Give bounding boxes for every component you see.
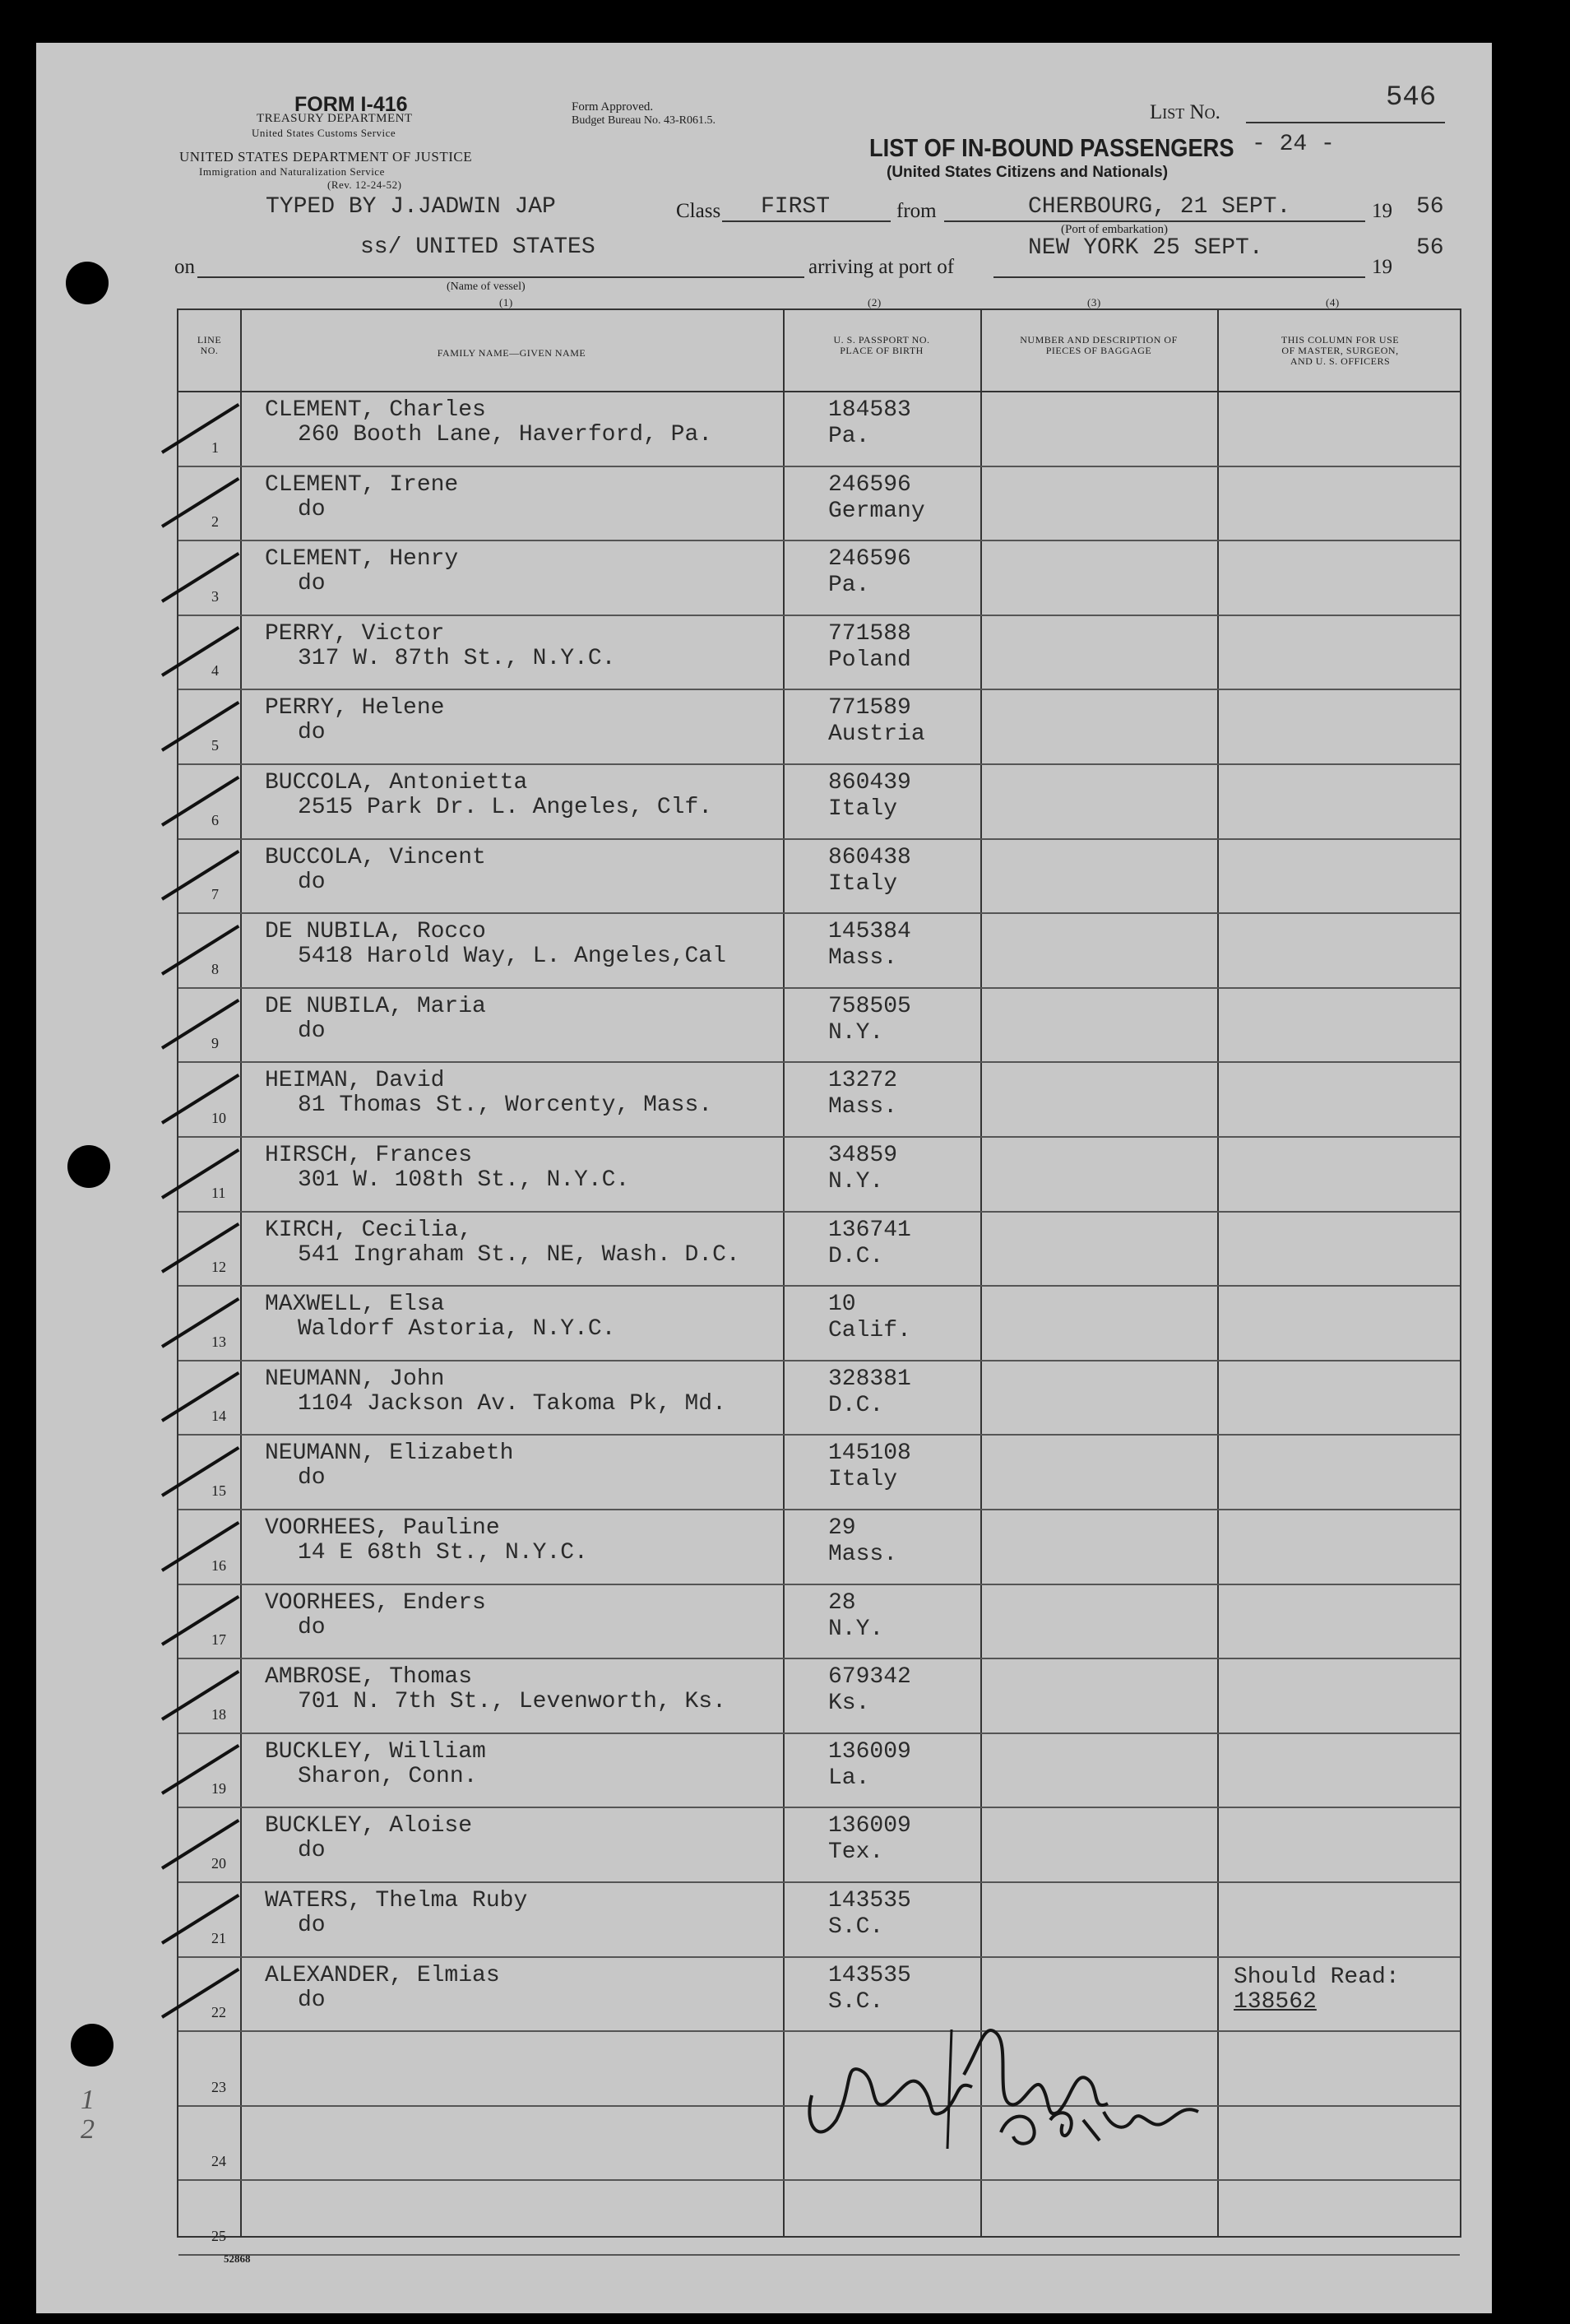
arrive-year-prefix: 19: [1372, 256, 1392, 278]
passport-number: 28: [828, 1589, 856, 1616]
budget-bureau: Budget Bureau No. 43-R061.5.: [572, 114, 716, 127]
passport-number: 679342: [828, 1664, 911, 1691]
table-row: [178, 541, 1460, 616]
punch-hole-bottom: [71, 2024, 113, 2067]
arrive-underline: [993, 276, 1365, 278]
passport-number: 136741: [828, 1217, 911, 1243]
passport-number: 758505: [828, 993, 911, 1019]
passport-number: 136009: [828, 1738, 911, 1765]
line-number: 23: [211, 2078, 226, 2095]
place-of-birth: Pa.: [828, 424, 870, 449]
arrive-year: 56: [1416, 235, 1444, 261]
line-number: 21: [211, 1929, 226, 1946]
passenger-name: VOORHEES, Enders: [265, 1589, 486, 1616]
passenger-address: do: [298, 496, 326, 522]
place-of-birth: Poland: [828, 647, 911, 673]
table-row: [178, 1734, 1460, 1809]
passenger-name: BUCCOLA, Vincent: [265, 844, 486, 870]
passport-number: 143535: [828, 1962, 911, 1988]
line-number: 12: [211, 1259, 226, 1276]
place-of-birth: D.C.: [828, 1392, 884, 1418]
table-row: [178, 1063, 1460, 1138]
place-of-birth: S.C.: [828, 1988, 884, 2015]
arrive-value: NEW YORK 25 SEPT.: [1028, 235, 1263, 261]
from-year: 56: [1416, 194, 1444, 220]
passenger-name: HEIMAN, David: [265, 1068, 445, 1094]
passenger-name: DE NUBILA, Rocco: [265, 919, 486, 945]
passport-number: 860439: [828, 770, 911, 796]
passport-number: 10: [828, 1292, 856, 1318]
line-number: 19: [211, 1780, 226, 1798]
table-row: [178, 1659, 1460, 1734]
table-row: [178, 765, 1460, 840]
passenger-address: 317 W. 87th St., N.Y.C.: [298, 645, 616, 671]
passenger-name: HIRSCH, Frances: [265, 1143, 473, 1168]
line-number: 25: [211, 2227, 226, 2244]
passenger-name: PERRY, Helene: [265, 695, 445, 721]
passenger-name: CLEMENT, Henry: [265, 546, 459, 573]
customs-service: United States Customs Service: [252, 127, 396, 139]
passenger-address: do: [298, 1018, 326, 1044]
typed-by: TYPED BY J.JADWIN JAP: [266, 194, 556, 220]
passenger-name: BUCKLEY, Aloise: [265, 1813, 473, 1839]
correction-note: Should Read:: [1234, 1964, 1400, 1990]
passport-number: 860438: [828, 844, 911, 870]
line-number: 10: [211, 1109, 226, 1126]
passenger-address: do: [298, 1838, 326, 1864]
passenger-address: 5418 Harold Way, L. Angeles,Cal: [298, 944, 726, 970]
list-no-value: 546: [1386, 82, 1437, 114]
passenger-address: 301 W. 108th St., N.Y.C.: [298, 1167, 630, 1193]
passport-number: 184583: [828, 397, 911, 423]
from-year-prefix: 19: [1372, 200, 1392, 222]
header-passport: U. S. PASSPORT NO. PLACE OF BIRTH: [833, 334, 930, 356]
line-number: 16: [211, 1556, 226, 1574]
passenger-name: PERRY, Victor: [265, 620, 445, 647]
passenger-name: CLEMENT, Irene: [265, 471, 459, 498]
passenger-address: Sharon, Conn.: [298, 1763, 478, 1789]
table-row: [178, 690, 1460, 765]
place-of-birth: D.C.: [828, 1243, 884, 1269]
passport-number: 328381: [828, 1366, 911, 1392]
place-of-birth: Italy: [828, 870, 898, 897]
line-number: 6: [211, 811, 219, 828]
table-row: [178, 1883, 1460, 1958]
col2-number: (2): [868, 296, 882, 308]
passenger-name: NEUMANN, John: [265, 1366, 445, 1392]
table-row: [178, 840, 1460, 915]
passport-number: 145384: [828, 919, 911, 945]
place-of-birth: Germany: [828, 498, 925, 524]
passenger-name: WATERS, Thelma Ruby: [265, 1888, 528, 1913]
from-underline: [944, 220, 1365, 222]
passport-number: 246596: [828, 546, 911, 573]
document-title: LIST OF IN-BOUND PASSENGERS: [869, 133, 1234, 162]
passenger-name: NEUMANN, Elizabeth: [265, 1440, 514, 1467]
passport-number: 29: [828, 1515, 856, 1541]
place-of-birth: Italy: [828, 796, 898, 822]
passenger-address: do: [298, 571, 326, 597]
place-of-birth: Calif.: [828, 1318, 911, 1344]
table-row: [178, 1138, 1460, 1213]
punch-hole-top: [66, 262, 109, 304]
place-of-birth: La.: [828, 1765, 870, 1791]
table-row: [178, 616, 1460, 691]
line-number: 22: [211, 2004, 226, 2021]
place-of-birth: Austria: [828, 721, 925, 748]
passenger-address: do: [298, 1465, 326, 1491]
passenger-address: do: [298, 720, 326, 746]
passenger-address: 541 Ingraham St., NE, Wash. D.C.: [298, 1241, 740, 1268]
passenger-address: do: [298, 1614, 326, 1640]
from-label: from: [896, 200, 937, 222]
col1-number: (1): [499, 296, 513, 308]
passenger-name: ALEXANDER, Elmias: [265, 1962, 500, 1988]
place-of-birth: Mass.: [828, 1542, 898, 1567]
ins-service: Immigration and Naturalization Service: [199, 165, 385, 178]
class-underline: [722, 220, 891, 222]
place-of-birth: Mass.: [828, 1094, 898, 1120]
table-row: [178, 1585, 1460, 1660]
passport-number: 771588: [828, 620, 911, 647]
passenger-address: 701 N. 7th St., Levenworth, Ks.: [298, 1689, 726, 1715]
treasury-dept: TREASURY DEPARTMENT: [257, 112, 413, 125]
table-row: [178, 989, 1460, 1064]
table-row: [178, 1510, 1460, 1585]
passenger-address: 2515 Park Dr. L. Angeles, Clf.: [298, 795, 713, 820]
punch-hole-middle: [67, 1145, 110, 1188]
header-name: FAMILY NAME—GIVEN NAME: [437, 347, 586, 359]
passenger-address: 14 E 68th St., N.Y.C.: [298, 1540, 588, 1566]
passport-number: 136009: [828, 1813, 911, 1839]
line-number: 1: [211, 438, 219, 456]
passport-number: 13272: [828, 1068, 898, 1094]
vessel-name: ss/ UNITED STATES: [360, 234, 595, 260]
line-number: 13: [211, 1333, 226, 1350]
place-of-birth: Mass.: [828, 945, 898, 972]
table-row: [178, 467, 1460, 542]
passenger-address: do: [298, 1913, 326, 1938]
passenger-address: do: [298, 869, 326, 895]
place-of-birth: N.Y.: [828, 1169, 884, 1194]
form-number: FORM I-416: [294, 93, 408, 116]
correction-value: 138562: [1234, 1988, 1317, 2015]
line-number: 3: [211, 587, 219, 605]
table-row: [178, 392, 1460, 467]
line-number: 14: [211, 1408, 226, 1425]
line-number: 15: [211, 1482, 226, 1499]
place-of-birth: Tex.: [828, 1839, 884, 1866]
port-embarkation-label: (Port of embarkation): [1061, 223, 1168, 236]
line-number: 18: [211, 1705, 226, 1723]
line-number: 17: [211, 1631, 226, 1649]
header-line-no: LINE NO.: [197, 334, 222, 356]
row-divider: [178, 2254, 1460, 2256]
line-number: 2: [211, 513, 219, 531]
table-row: [178, 1287, 1460, 1361]
arriving-label: arriving at port of: [808, 256, 955, 278]
col3-number: (3): [1087, 296, 1101, 308]
line-number: 8: [211, 960, 219, 977]
line-number: 11: [211, 1184, 226, 1201]
passenger-table: [177, 308, 1461, 2244]
class-label: Class: [676, 200, 721, 222]
table-row: [178, 2181, 1460, 2256]
header-baggage: NUMBER AND DESCRIPTION OF PIECES OF BAGGAGE: [1020, 334, 1178, 356]
passenger-address: 1104 Jackson Av. Takoma Pk, Md.: [298, 1390, 726, 1417]
passenger-name: VOORHEES, Pauline: [265, 1515, 500, 1541]
passenger-name: MAXWELL, Elsa: [265, 1292, 445, 1318]
list-no-label: List No.: [1150, 101, 1220, 123]
from-value: CHERBOURG, 21 SEPT.: [1028, 194, 1291, 220]
table-row: [178, 1808, 1460, 1883]
table-row: [178, 914, 1460, 989]
line-number: 5: [211, 736, 219, 754]
on-label: on: [174, 256, 195, 278]
header-officers: THIS COLUMN FOR USE OF MASTER, SURGEON, AND U. S. OFFICERS: [1281, 334, 1400, 367]
class-value: FIRST: [761, 194, 831, 220]
passenger-address: Waldorf Astoria, N.Y.C.: [298, 1316, 616, 1343]
margin-note: 1 2: [81, 2085, 95, 2145]
line-number: 7: [211, 886, 219, 903]
place-of-birth: Ks.: [828, 1691, 870, 1717]
line-number: 4: [211, 662, 219, 680]
place-of-birth: N.Y.: [828, 1616, 884, 1642]
vessel-label: (Name of vessel): [447, 281, 526, 293]
place-of-birth: N.Y.: [828, 1019, 884, 1046]
passenger-address: 260 Booth Lane, Haverford, Pa.: [298, 422, 713, 448]
passenger-name: AMBROSE, Thomas: [265, 1664, 473, 1691]
form-revision: (Rev. 12-24-52): [327, 179, 402, 191]
justice-dept: UNITED STATES DEPARTMENT OF JUSTICE: [179, 149, 473, 165]
place-of-birth: S.C.: [828, 1914, 884, 1940]
place-of-birth: Pa.: [828, 573, 870, 599]
form-code: 52868: [224, 2252, 251, 2265]
list-no-underline: [1246, 122, 1445, 123]
line-number: 9: [211, 1035, 219, 1052]
table-row: [178, 1213, 1460, 1287]
passenger-name: BUCKLEY, William: [265, 1738, 486, 1765]
passenger-name: KIRCH, Cecilia,: [265, 1217, 473, 1243]
passport-number: 145108: [828, 1440, 911, 1467]
document-subtitle: (United States Citizens and Nationals): [887, 164, 1169, 181]
col4-number: (4): [1326, 296, 1340, 308]
line-number: 24: [211, 2153, 226, 2170]
passenger-address: do: [298, 1987, 326, 2013]
table-row: [178, 1436, 1460, 1510]
table-row: [178, 1361, 1460, 1436]
passport-number: 771589: [828, 695, 911, 721]
passport-number: 246596: [828, 471, 911, 498]
passenger-address: 81 Thomas St., Worcenty, Mass.: [298, 1092, 713, 1119]
title-suffix: - 24 -: [1252, 132, 1335, 157]
passenger-name: DE NUBILA, Maria: [265, 993, 486, 1019]
line-number: 20: [211, 1854, 226, 1872]
form-approved: Form Approved.: [572, 100, 654, 114]
officer-signature: [787, 1997, 1313, 2161]
vessel-underline: [197, 276, 804, 278]
passenger-name: BUCCOLA, Antonietta: [265, 770, 528, 796]
place-of-birth: Italy: [828, 1467, 898, 1493]
passenger-name: CLEMENT, Charles: [265, 397, 486, 423]
passport-number: 34859: [828, 1143, 898, 1168]
passport-number: 143535: [828, 1888, 911, 1913]
